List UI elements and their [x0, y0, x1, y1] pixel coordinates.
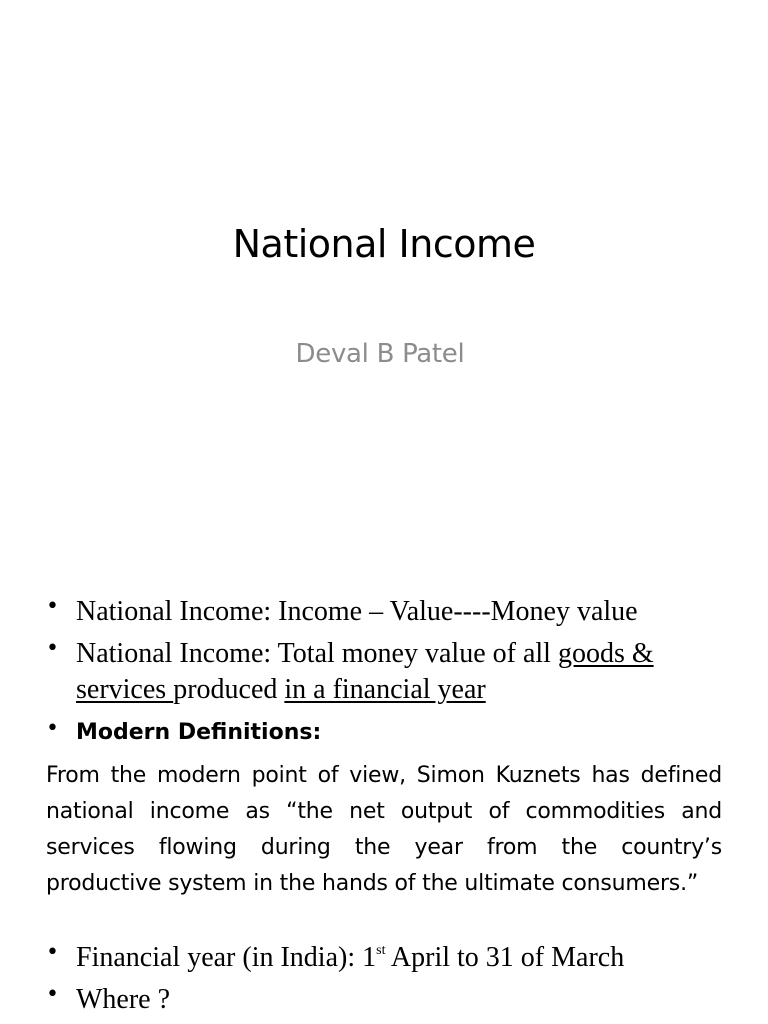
- bullet-dot: •: [46, 636, 59, 661]
- bullet-text: [76, 636, 696, 708]
- underlined-financial-year: in a financial year: [284, 674, 486, 705]
- slide-subtitle: Deval B Patel: [295, 339, 465, 369]
- superscript: st: [376, 943, 386, 958]
- bullet-financial-year: [46, 940, 696, 976]
- slide-title: National Income: [232, 222, 536, 266]
- bullet-income-value: [46, 594, 696, 630]
- bullet-total-money-value: [46, 636, 696, 708]
- bullet-where: [46, 982, 696, 1018]
- bullet-dot: •: [46, 594, 59, 619]
- bullet-text-part: National Income: Total money value of all: [76, 638, 558, 669]
- bullet-text: [76, 940, 624, 976]
- kuznets-definition-paragraph: From the modern point of view, Simon Kuznets has defined national income as “the net output of commodities and services flowing during the year from the country’s productive system in the hands of the ultimate consumers.”: [46, 763, 722, 896]
- bullet-text-part: Financial year (in India): 1: [76, 942, 377, 973]
- bullet-dot: •: [46, 940, 59, 965]
- bullet-text-part: produced: [173, 674, 285, 705]
- bullet-modern-definitions: [46, 716, 696, 750]
- bullet-text: Where ?: [76, 984, 171, 1015]
- bullet-text: National Income: Income – Value----Money value: [76, 596, 638, 627]
- bullet-dot: •: [46, 982, 59, 1007]
- bullet-dot: •: [46, 716, 59, 741]
- bullet-text-part: April to 31 of March: [385, 942, 625, 973]
- underlined-goods-services: goods & services: [76, 638, 654, 705]
- bullet-heading: Modern Definitions:: [76, 720, 322, 745]
